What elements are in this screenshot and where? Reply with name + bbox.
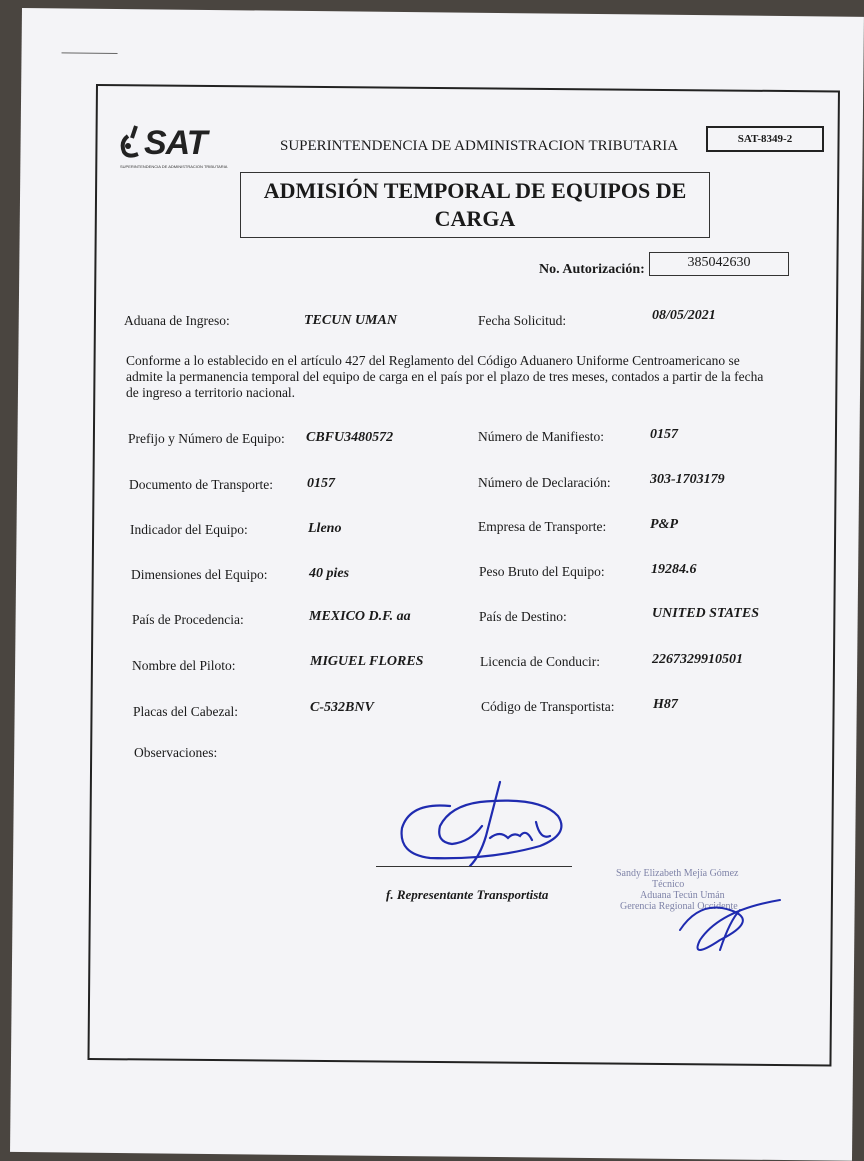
document-title (240, 172, 710, 238)
field-right-value: 0157 (650, 427, 678, 442)
field-left-value: MIGUEL FLORES (310, 654, 424, 669)
logo-text: SAT (144, 124, 207, 162)
field-right-value: 303-1703179 (650, 472, 725, 487)
paragraph-line-1: Conforme a lo establecido en el artículo 427 del Reglamento del Código Aduanero Uniforme Centroamericano se (126, 353, 740, 368)
stamp-line-2: Técnico (652, 879, 685, 890)
field-right-value: H87 (653, 697, 678, 712)
field-right-label: Empresa de Transporte: (478, 519, 607, 534)
field-left-label: Placas del Cabezal: (133, 704, 238, 719)
field-left-label: Documento de Transporte: (129, 477, 273, 492)
field-right-label: Peso Bruto del Equipo: (479, 564, 605, 579)
stamp-signature (660, 880, 800, 970)
observaciones-label: Observaciones: (134, 745, 218, 760)
signature-caption: f. Representante Transportista (386, 887, 549, 902)
aduana-label: Aduana de Ingreso: (124, 313, 230, 328)
field-left-label: Nombre del Piloto: (132, 658, 236, 673)
field-right-label: Número de Declaración: (478, 475, 611, 490)
fecha-value: 08/05/2021 (652, 308, 716, 323)
form-code: SAT-8349-2 (706, 126, 824, 152)
stamp-line-4: Gerencia Regional Occidente (620, 901, 738, 912)
authorization-label: No. Autorización: (539, 262, 645, 277)
signature-line (376, 866, 572, 867)
field-left-value: C-532BNV (310, 700, 374, 715)
handwritten-signature (390, 776, 580, 876)
field-right-label: Código de Transportista: (481, 699, 615, 714)
field-left-value: Lleno (308, 521, 342, 536)
aduana-value: TECUN UMAN (304, 313, 397, 328)
sat-logo (118, 124, 228, 172)
field-left-label: Prefijo y Número de Equipo: (128, 431, 285, 446)
field-left-value: 0157 (307, 476, 335, 491)
stamp-line-1: Sandy Elizabeth Mejía Gómez (616, 868, 739, 879)
fecha-label: Fecha Solicitud: (478, 313, 567, 328)
stamp-line-3: Aduana Tecún Umán (640, 890, 725, 901)
logo-subtitle: SUPERINTENDENCIA DE ADMINISTRACION TRIBUTARIA (120, 164, 228, 169)
field-right-label: Licencia de Conducir: (480, 654, 600, 669)
field-right-value: 19284.6 (651, 562, 697, 577)
field-right-value: P&P (650, 517, 678, 532)
paragraph-line-3: de ingreso a territorio nacional. (126, 385, 296, 400)
field-left-label: País de Procedencia: (132, 612, 244, 627)
title-line-1: ADMISIÓN TEMPORAL DE EQUIPOS DE (263, 178, 687, 203)
title-line-2: CARGA (434, 206, 516, 231)
field-right-value: UNITED STATES (652, 606, 759, 621)
field-left-value: 40 pies (309, 566, 350, 581)
authorization-number: 385042630 (649, 252, 789, 276)
paragraph-line-2: admite la permanencia temporal del equipo de carga en el país por el plazo de tres meses, contados a partir de la fecha (126, 369, 764, 384)
field-right-label: País de Destino: (479, 609, 567, 624)
agency-name: SUPERINTENDENCIA DE ADMINISTRACION TRIBUTARIA (280, 138, 679, 154)
field-left-label: Dimensiones del Equipo: (131, 567, 268, 582)
paper-curl (61, 52, 117, 60)
field-left-value: MEXICO D.F. aa (309, 609, 411, 624)
field-right-label: Número de Manifiesto: (478, 429, 604, 444)
field-right-value: 2267329910501 (652, 652, 743, 667)
legal-paragraph (126, 353, 826, 401)
field-left-value: CBFU3480572 (306, 430, 394, 445)
field-left-label: Indicador del Equipo: (130, 522, 248, 537)
